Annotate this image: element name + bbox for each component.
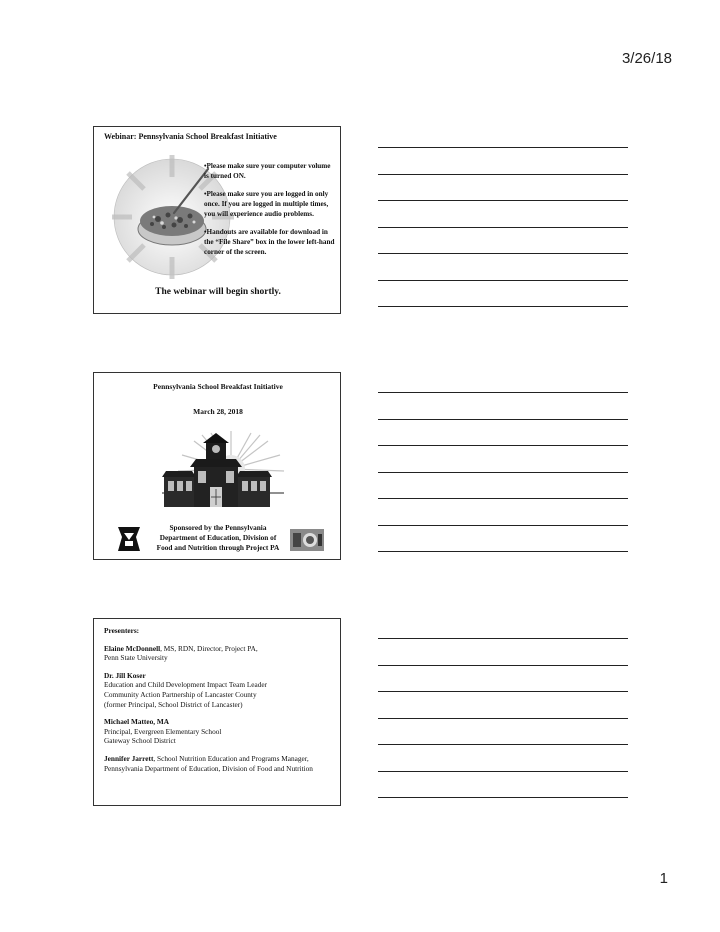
webinar-begin-text: The webinar will begin shortly. [155,287,281,297]
slide-2 [93,372,341,560]
schoolhouse-sunburst-image [156,431,286,515]
presenter-name: Michael Matteo, MA [104,717,170,727]
page-number: 1 [659,870,668,887]
note-line [378,200,628,201]
bullet-volume: •Please make sure your computer volume is turned ON. [204,162,331,180]
note-line [378,306,628,307]
presenter-detail: Education and Child Development Impact Team Leader [104,680,268,690]
slide-1-title: Webinar: Pennsylvania School Breakfast Initiative [104,132,277,141]
page-date: 3/26/18 [621,50,672,67]
note-line [378,392,628,393]
note-line [378,445,628,446]
project-pa-logo [290,529,324,551]
note-line [378,638,628,639]
slide-2-sponsor: Sponsored by the Pennsylvania Department of Education, Division of Food and Nutrition through Project PA [156,523,280,552]
presenter-name: Dr. Jill Koser [104,670,146,680]
note-line [378,744,628,745]
presenter-detail: Principal, Evergreen Elementary School [104,726,222,736]
note-line [378,718,628,719]
note-line [378,525,628,526]
note-line [378,174,628,175]
note-line [378,280,628,281]
slide-2-date: March 28, 2018 [193,407,243,416]
presenter-name: Jennifer Jarrett [104,753,154,763]
presenter-detail: Community Action Partnership of Lancaster County [104,689,257,699]
presenter-name: Elaine McDonnell [104,643,161,653]
note-line [378,227,628,228]
slide-1-bullets [204,161,336,265]
presenters-list [104,626,336,781]
note-line [378,253,628,254]
note-line [378,691,628,692]
bullet-handouts: •Handouts are available for download in the “File Share” box in the lower left-hand corner of the screen. [204,228,335,256]
note-line [378,665,628,666]
note-line [378,472,628,473]
presenter-entry [104,671,336,709]
note-line [378,147,628,148]
presenters-heading: Presenters: [104,626,140,635]
note-line [378,419,628,420]
bullet-login-once: •Please make sure you are logged in only once. If you are logged in multiple times, you will experience audio problems. [204,190,329,218]
note-line [378,498,628,499]
pa-keystone-logo [116,525,142,553]
slide-1 [93,126,341,314]
presenter-entry [104,717,336,746]
note-line [378,797,628,798]
slide-2-title: Pennsylvania School Breakfast Initiative [153,382,283,391]
presenter-entry [104,644,336,663]
note-line [378,771,628,772]
presenter-detail: , MS, RDN, Director, Project PA, [160,643,258,653]
presenter-entry [104,754,336,773]
presenter-detail: Penn State University [104,653,168,663]
presenter-detail: (former Principal, School District of Lancaster) [104,699,243,709]
presenter-detail: Gateway School District [104,736,176,746]
slide-3 [93,618,341,806]
note-line [378,551,628,552]
presenter-detail: , School Nutrition Education and Programs Manager, Pennsylvania Department of Education, Division of Food and Nutrition [104,753,313,773]
